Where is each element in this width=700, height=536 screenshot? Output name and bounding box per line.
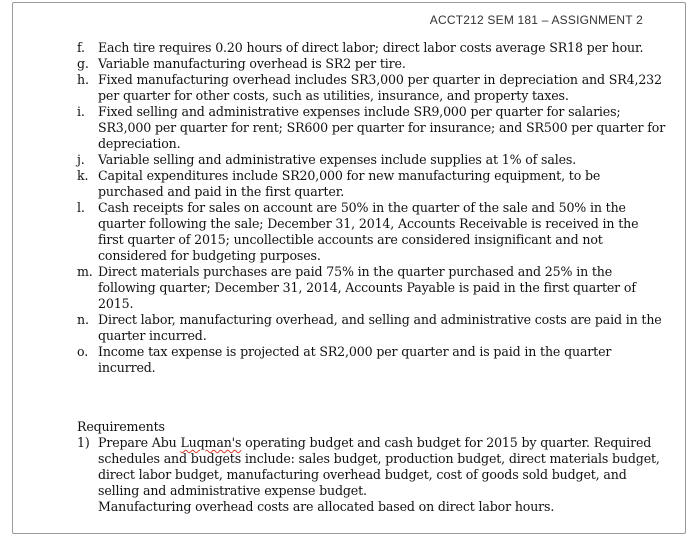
requirement-marker: 1) (77, 435, 90, 450)
list-item-text: Direct materials purchases are paid 75% in the quarter purchased and 25% in the following quarter; December 31, 2014, Accounts Payable is paid in the first quarter of 2015. (98, 264, 636, 311)
list-item-m (77, 264, 667, 312)
list-item-text: Direct labor, manufacturing overhead, and selling and administrative costs are paid in the quarter incurred. (98, 312, 662, 343)
list-marker: i. (77, 104, 85, 119)
list-item-text: Capital expenditures include SR20,000 for new manufacturing equipment, to be purchased and paid in the first quarter. (98, 168, 601, 199)
list-item-i (77, 104, 667, 152)
requirements-section (77, 419, 667, 515)
list-item-text: Cash receipts for sales on account are 50% in the quarter of the sale and 50% in the quarter following the sale; December 31, 2014, Accounts Receivable is received in the first quarter of 2015; uncollectible accounts are considered insignificant and not considered for budgeting purposes. (98, 200, 639, 263)
requirement-note: Manufacturing overhead costs are allocated based on direct labor hours. (98, 499, 555, 514)
list-marker: l. (77, 200, 85, 215)
list-item-text: Variable manufacturing overhead is SR2 per tire. (98, 56, 406, 71)
document-page (12, 2, 686, 534)
list-marker: g. (77, 56, 89, 71)
assumptions-list (77, 40, 667, 376)
requirement-item (77, 435, 667, 515)
list-item-f (77, 40, 667, 56)
list-item-k (77, 168, 667, 200)
list-marker: o. (77, 344, 89, 359)
list-item-text: Variable selling and administrative expenses include supplies at 1% of sales. (98, 152, 577, 167)
requirement-text-before: Prepare Abu (98, 435, 181, 450)
list-item-h (77, 72, 667, 104)
list-item-o (77, 344, 667, 376)
list-marker: m. (77, 264, 93, 279)
page-header: ACCT212 SEM 181 – ASSIGNMENT 2 (429, 13, 643, 27)
list-item-j (77, 152, 667, 168)
list-item-text: Fixed manufacturing overhead includes SR3,000 per quarter in depreciation and SR4,232 per quarter for other costs, such as utilities, insurance, and property taxes. (98, 72, 662, 103)
list-item-text: Fixed selling and administrative expenses include SR9,000 per quarter for salaries; SR3,000 per quarter for rent; SR600 per quarter for insurance; and SR500 per quarter for depreciation. (98, 104, 666, 151)
list-marker: n. (77, 312, 89, 327)
list-item-g (77, 56, 667, 72)
list-marker: k. (77, 168, 89, 183)
list-item-n (77, 312, 667, 344)
list-item-l (77, 200, 667, 264)
misspelled-word[interactable]: Luqman's (180, 435, 242, 450)
list-marker: j. (77, 152, 85, 167)
list-marker: f. (77, 40, 85, 55)
list-item-text: Each tire requires 0.20 hours of direct labor; direct labor costs average SR18 per hour. (98, 40, 644, 55)
requirement-text-after: operating budget and cash budget for 2015 by quarter. Required schedules and budgets include: sales budget, production budget, direct materials budget, direct labor budget, manufacturing overhead budget, cost of goods sold budget, and selling and administrative expense budget. (98, 435, 660, 498)
list-item-text: Income tax expense is projected at SR2,000 per quarter and is paid in the quarter incurred. (98, 344, 612, 375)
list-marker: h. (77, 72, 89, 87)
requirements-heading: Requirements (77, 419, 165, 434)
